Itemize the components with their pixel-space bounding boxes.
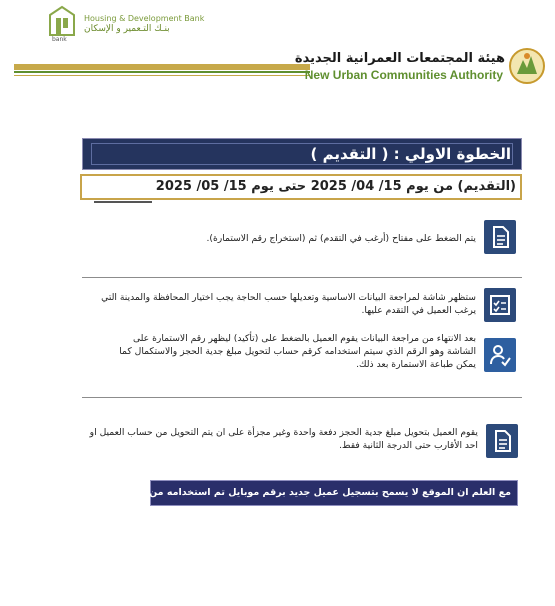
instruction-text-1: يتم الضغط على مفتاح (أرغب في التقدم) ثم (استخراج رقم الاستمارة).: [206, 233, 476, 244]
application-dates: (التقديم) من يوم 15/ 04/ 2025 حتى يوم 15/ 05/ 2025: [155, 179, 516, 194]
checklist-icon: [484, 288, 516, 322]
step-title-bar: [82, 138, 522, 170]
nuca-logo-icon: [507, 44, 547, 90]
document-icon: [484, 220, 516, 254]
hdb-small-label: bank: [52, 36, 67, 43]
nuca-name-ar: هيئة المجتمعات العمرانية الجديدة: [294, 51, 505, 66]
step-title: الخطوة الاولي : ( التقديم ): [310, 145, 511, 163]
hdb-name-en: Housing & Development Bank: [84, 14, 205, 23]
note-text: مع العلم ان الموقع لا يسمح بتسجيل عميل جديد برقم موبايل تم استخدامه من قبل: [127, 487, 511, 498]
instruction-text-3: بعد الانتهاء من مراجعة البيانات يقوم العميل بالضغط على (تأكيد) ليظهر رقم الاستمارة على الشاشة وهو الرقم الذي سيتم استخدامه كرقم حساب لتحويل مبلغ جدية الحجز والاستكمال كما يمكن طباعة الاستمارة بعد ذلك.: [119, 333, 476, 370]
nuca-name-en: New Urban Communities Authority: [304, 68, 503, 82]
instruction-text-4: يقوم العميل بتحويل مبلغ جدية الحجز دفعة واحدة وغير مجزأة على ان يتم التحويل من حساب العميل او احد الأقارب حتى الدرجة الثانية فقط.: [89, 427, 478, 451]
header-green-rule: [14, 71, 310, 73]
separator-line: [82, 397, 522, 398]
document-icon: [486, 424, 518, 458]
header-gold-rule: [14, 64, 310, 70]
application-dates-box: [80, 174, 522, 200]
header-thin-rule: [14, 75, 310, 76]
hdb-name-ar: بنـك التـعمير و الإسكان: [84, 24, 170, 34]
date-underline: [94, 201, 152, 203]
instruction-text-2: ستظهر شاشة لمراجعة البيانات الاساسية وتعديلها حسب الحاجة يجب اختيار المحافظة والمدينة التي يرغب العميل في التقدم عليها.: [101, 292, 476, 316]
note-bar: [127, 480, 518, 506]
separator-line: [82, 277, 522, 278]
user-check-icon: [484, 338, 516, 372]
